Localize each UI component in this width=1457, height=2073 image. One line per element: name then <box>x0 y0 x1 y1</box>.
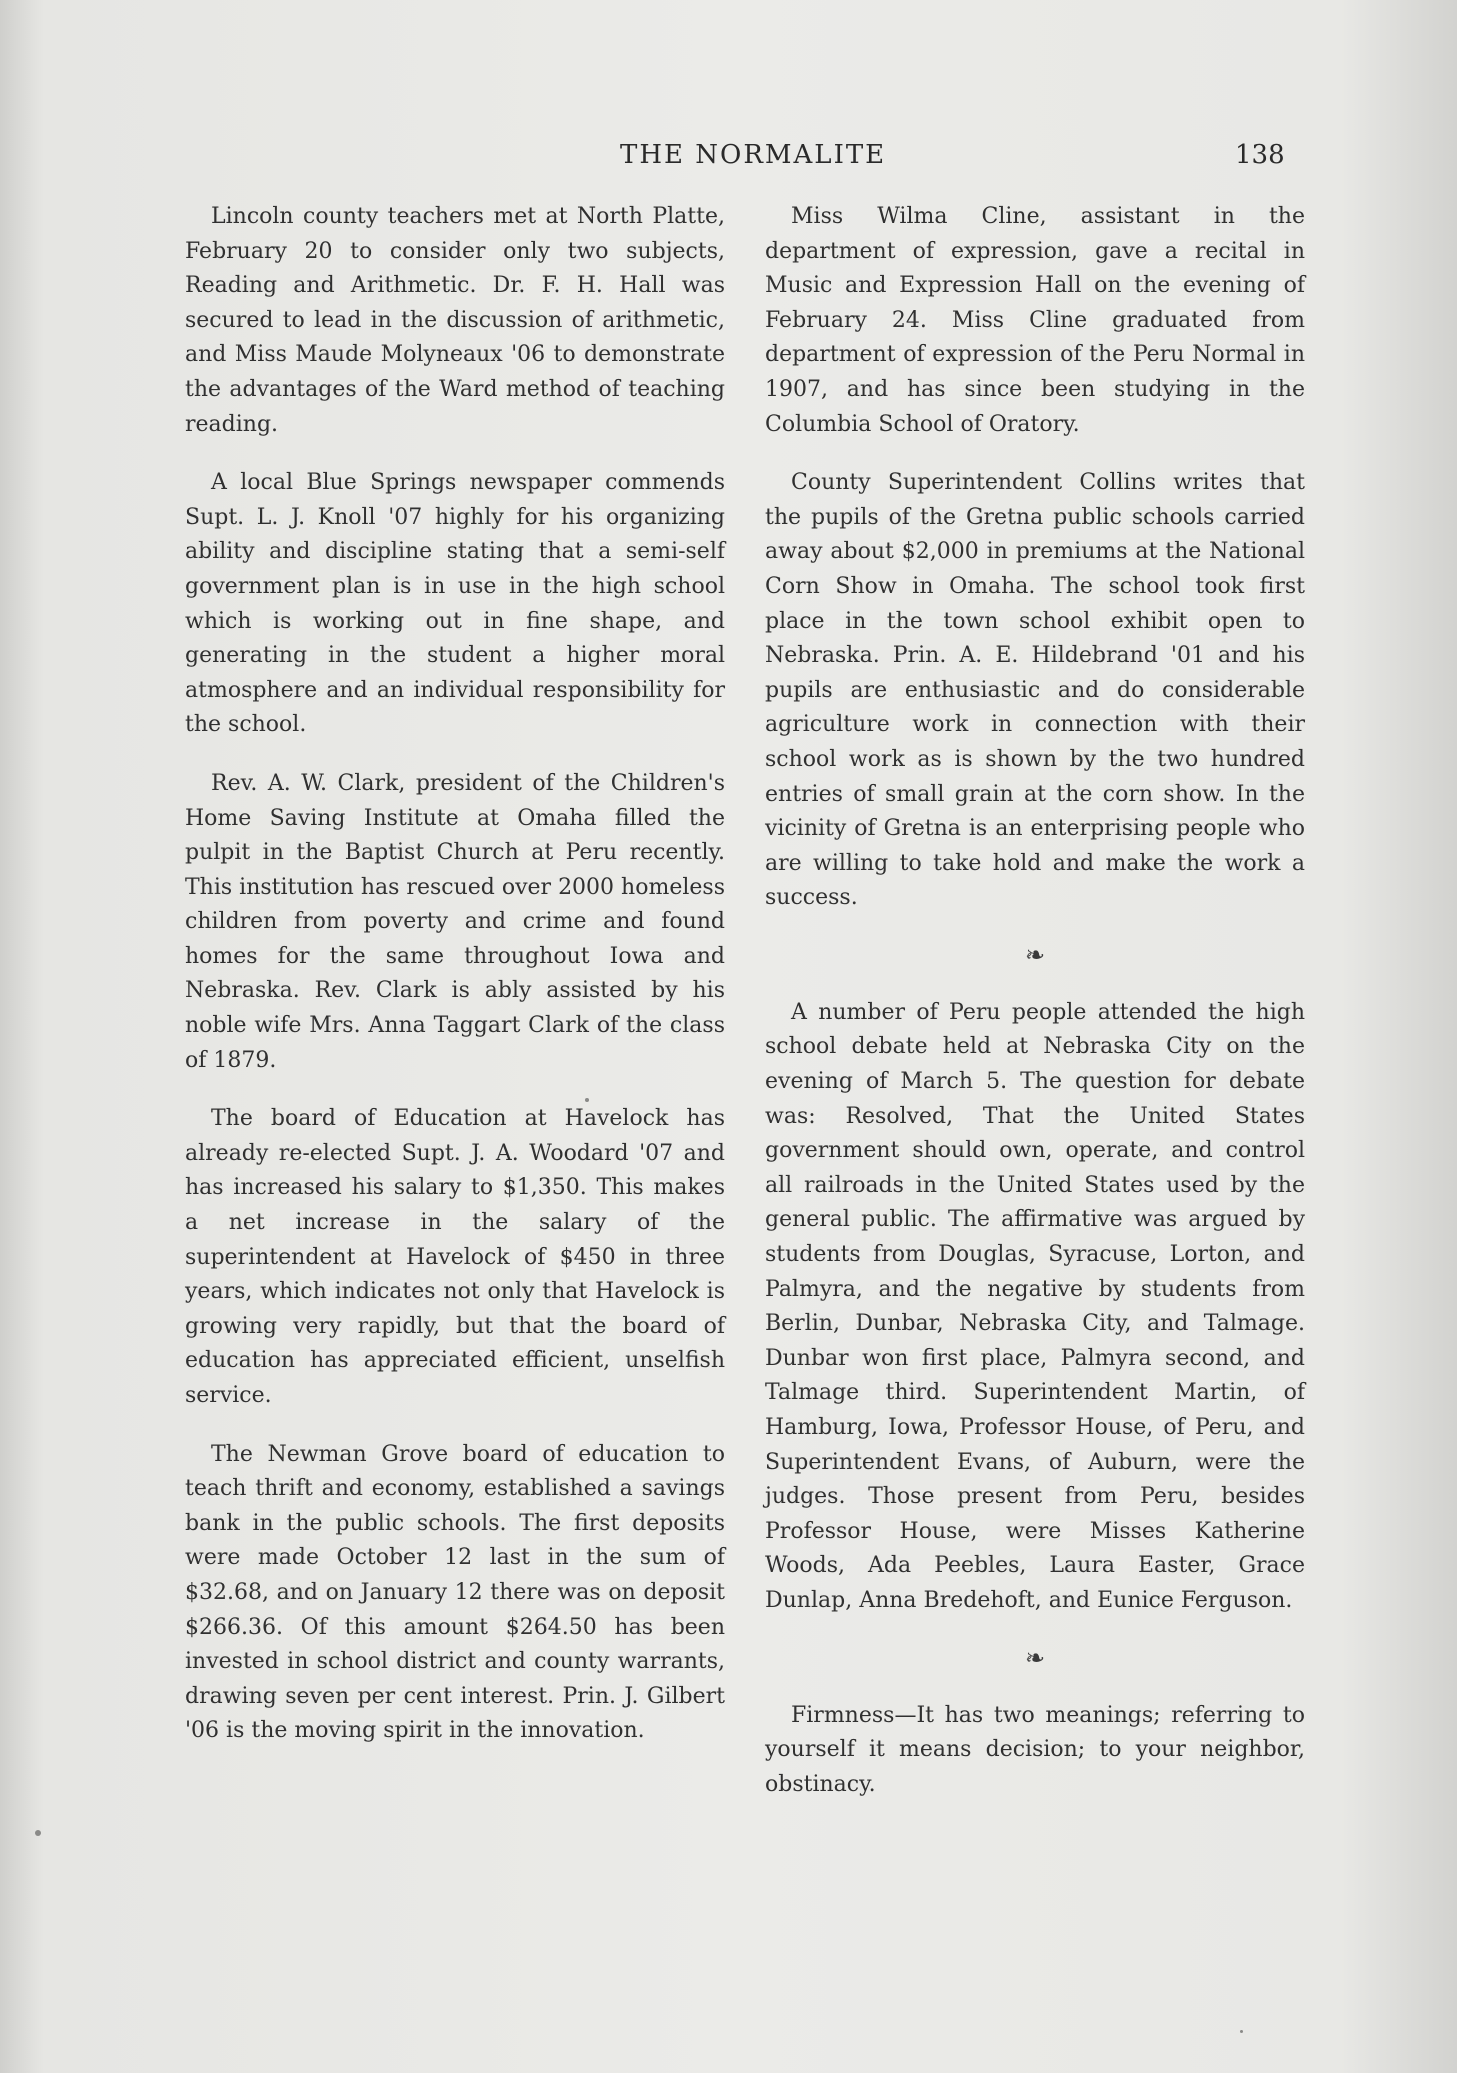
journal-title: THE NORMALITE <box>620 140 887 170</box>
article-lincoln-county: Lincoln county teachers met at North Platte, February 20 to consider only two subjects, Reading and Arithmetic. Dr. F. H. Hall was secured to lead in the discussion of arithmetic, and Miss Maude Molyneaux '06 to demonstrate the advantages of the Ward method of teaching reading. <box>185 204 725 437</box>
left-column <box>185 200 725 1773</box>
article-rev-clark: Rev. A. W. Clark, president of the Children's Home Saving Institute at Omaha filled the pulpit in the Baptist Church at Peru recently. This institution has rescued over 2000 homeless children from poverty and crime and found homes for the same throughout Iowa and Nebraska. Rev. Clark is ably assisted by his noble wife Mrs. Anna Taggart Clark of the class of 1879. <box>185 770 725 1073</box>
page-number: 138 <box>1235 140 1285 170</box>
ornament-icon: ❧ <box>1024 1643 1046 1672</box>
page-header <box>0 140 1457 180</box>
paper-speck <box>35 1830 41 1836</box>
article-blue-springs: A local Blue Springs newspaper commends Supt. L. J. Knoll '07 highly for his organizing ability and discipline stating that a semi-self government plan is in use in the high school which is working out in fine shape, and generating in the student a higher moral atmosphere and an individual responsibility for the school. <box>185 470 725 738</box>
article-high-school-debate: A number of Peru people attended the high school debate held at Nebraska City on the evening of March 5. The question for debate was: Resolved, That the United States government should own, operate, and control all railroads in the United States used by the general public. The affirmative was argued by students from Douglas, Syracuse, Lorton, and Palmyra, and the negative by students from Berlin, Dunbar, Nebraska City, and Talmage. Dunbar won first place, Palmyra second, and Talmage third. Superintendent Martin, of Hamburg, Iowa, Professor House, of Peru, and Superintendent Evans, of Auburn, were the judges. Those present from Peru, besides Professor House, were Misses Katherine Woods, Ada Peebles, Laura Easter, Grace Dunlap, Anna Bredehoft, and Eunice Ferguson. <box>765 999 1305 1613</box>
paper-speck <box>585 1098 589 1102</box>
ornament-icon: ❧ <box>1024 940 1046 969</box>
article-havelock: The board of Education at Havelock has already re-elected Supt. J. A. Woodard '07 and has increased his salary to $1,350. This makes a net increase in the salary of the superintendent at Havelock of $450 in three years, which indicates not only that Havelock is growing very rapidly, but that the board of education has appreciated efficient, unselfish service. <box>185 1106 725 1408</box>
article-newman-grove: The Newman Grove board of education to teach thrift and economy, established a savings bank in the public schools. The first deposits were made October 12 last in the sum of $32.68, and on January 12 there was on deposit $266.36. Of this amount $264.50 has been invested in school district and county warrants, drawing seven per cent interest. Prin. J. Gilbert '06 is the moving spirit in the innovation. <box>185 1441 725 1744</box>
article-gretna-schools: County Superintendent Collins writes that the pupils of the Gretna public schools carried away about $2,000 in premiums at the National Corn Show in Omaha. The school took first place in the town school exhibit open to Nebraska. Prin. A. E. Hildebrand '01 and his pupils are enthusiastic and do considerable agriculture work in connection with their school work as is shown by the two hundred entries of small grain at the corn show. In the vicinity of Gretna is an enterprising people who are willing to take hold and make the work a success. <box>765 470 1305 911</box>
article-firmness: Firmness—It has two meanings; referring to yourself it means decision; to your neighbor, obstinacy. <box>765 1702 1305 1797</box>
article-wilma-cline: Miss Wilma Cline, assistant in the department of expression, gave a recital in Music and Expression Hall on the evening of February 24. Miss Cline graduated from department of expression of the Peru Normal in 1907, and has since been studying in the Columbia School of Oratory. <box>765 204 1305 437</box>
paper-speck <box>1240 2030 1243 2033</box>
right-column <box>765 200 1305 1826</box>
